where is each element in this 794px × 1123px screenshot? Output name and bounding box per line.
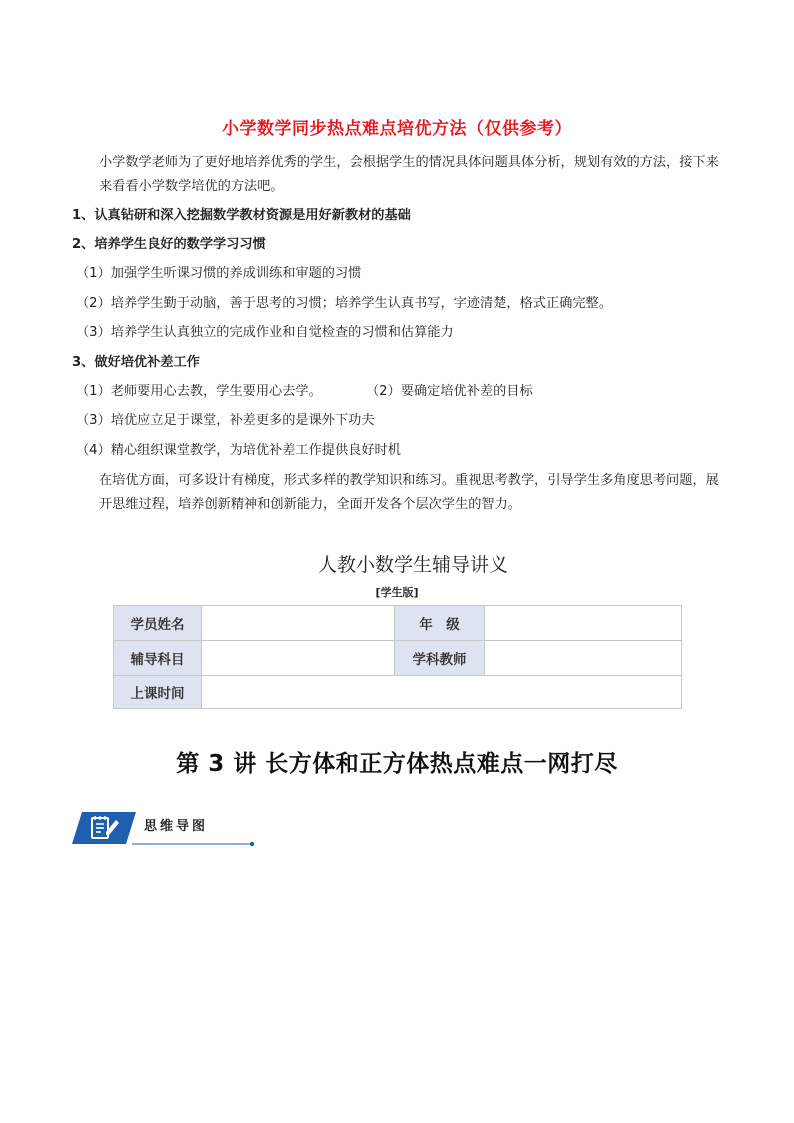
student-name-value[interactable] bbox=[202, 606, 395, 641]
student-info-table bbox=[113, 605, 682, 709]
student-name-label: 学员姓名 bbox=[114, 606, 202, 641]
intro-paragraph-1-text: 小学数学老师为了更好地培养优秀的学生，会根据学生的情况具体问题具体分析，规划有效的方法，接下来来看看小学数学培优的方法吧。 bbox=[99, 155, 719, 194]
section-3-item-1: （1）老师要用心去教，学生要用心去学。 bbox=[76, 384, 322, 399]
section-1-heading: 1、认真钻研和深入挖掘数学教材资源是用好新教材的基础 bbox=[72, 208, 411, 223]
subject-value[interactable] bbox=[202, 641, 395, 676]
class-time-label: 上课时间 bbox=[114, 676, 202, 709]
section-2-heading: 2、培养学生良好的数学学习习惯 bbox=[72, 237, 266, 252]
class-time-value[interactable] bbox=[202, 676, 682, 709]
notepad-pencil-icon bbox=[72, 812, 136, 844]
handout-title: 人教小数学生辅导讲义 bbox=[317, 554, 508, 576]
intro-paragraph-1 bbox=[72, 151, 722, 199]
grade-value[interactable] bbox=[485, 606, 682, 641]
table-row bbox=[114, 606, 682, 641]
section-3-item-4: （4）精心组织课堂教学，为培优补差工作提供良好时机 bbox=[76, 443, 401, 458]
lecture-title: 第 3 讲 长方体和正方体热点难点一网打尽 bbox=[176, 751, 618, 777]
mind-map-section-header bbox=[72, 812, 256, 848]
section-2-item-3: （3）培养学生认真独立的完成作业和自觉检查的习惯和估算能力 bbox=[76, 325, 454, 340]
subject-label: 辅导科目 bbox=[114, 641, 202, 676]
table-row bbox=[114, 641, 682, 676]
mind-map-label: 思维导图 bbox=[144, 819, 209, 834]
section-3-heading: 3、做好培优补差工作 bbox=[72, 355, 200, 370]
section-2-item-1: （1）加强学生听课习惯的养成训练和审题的习惯 bbox=[76, 266, 362, 281]
grade-label: 年 级 bbox=[395, 606, 485, 641]
section-underline bbox=[132, 841, 256, 847]
intro-paragraph-2-text: 在培优方面，可多设计有梯度，形式多样的教学知识和练习。重视思考教学，引导学生多角度思考问题，展开思维过程，培养创新精神和创新能力，全面开发各个层次学生的智力。 bbox=[99, 473, 719, 512]
section-3-item-2: （2）要确定培优补差的目标 bbox=[366, 384, 533, 399]
section-3-item-3: （3）培优应立足于课堂，补差更多的是课外下功夫 bbox=[76, 413, 375, 428]
intro-title: 小学数学同步热点难点培优方法（仅供参考） bbox=[222, 119, 572, 139]
teacher-label: 学科教师 bbox=[395, 641, 485, 676]
teacher-value[interactable] bbox=[485, 641, 682, 676]
intro-paragraph-2 bbox=[72, 469, 722, 517]
table-row bbox=[114, 676, 682, 709]
handout-subtitle: [学生版] bbox=[375, 586, 419, 599]
section-2-item-2: （2）培养学生勤于动脑，善于思考的习惯；培养学生认真书写，字迹清楚，格式正确完整。 bbox=[76, 296, 612, 311]
